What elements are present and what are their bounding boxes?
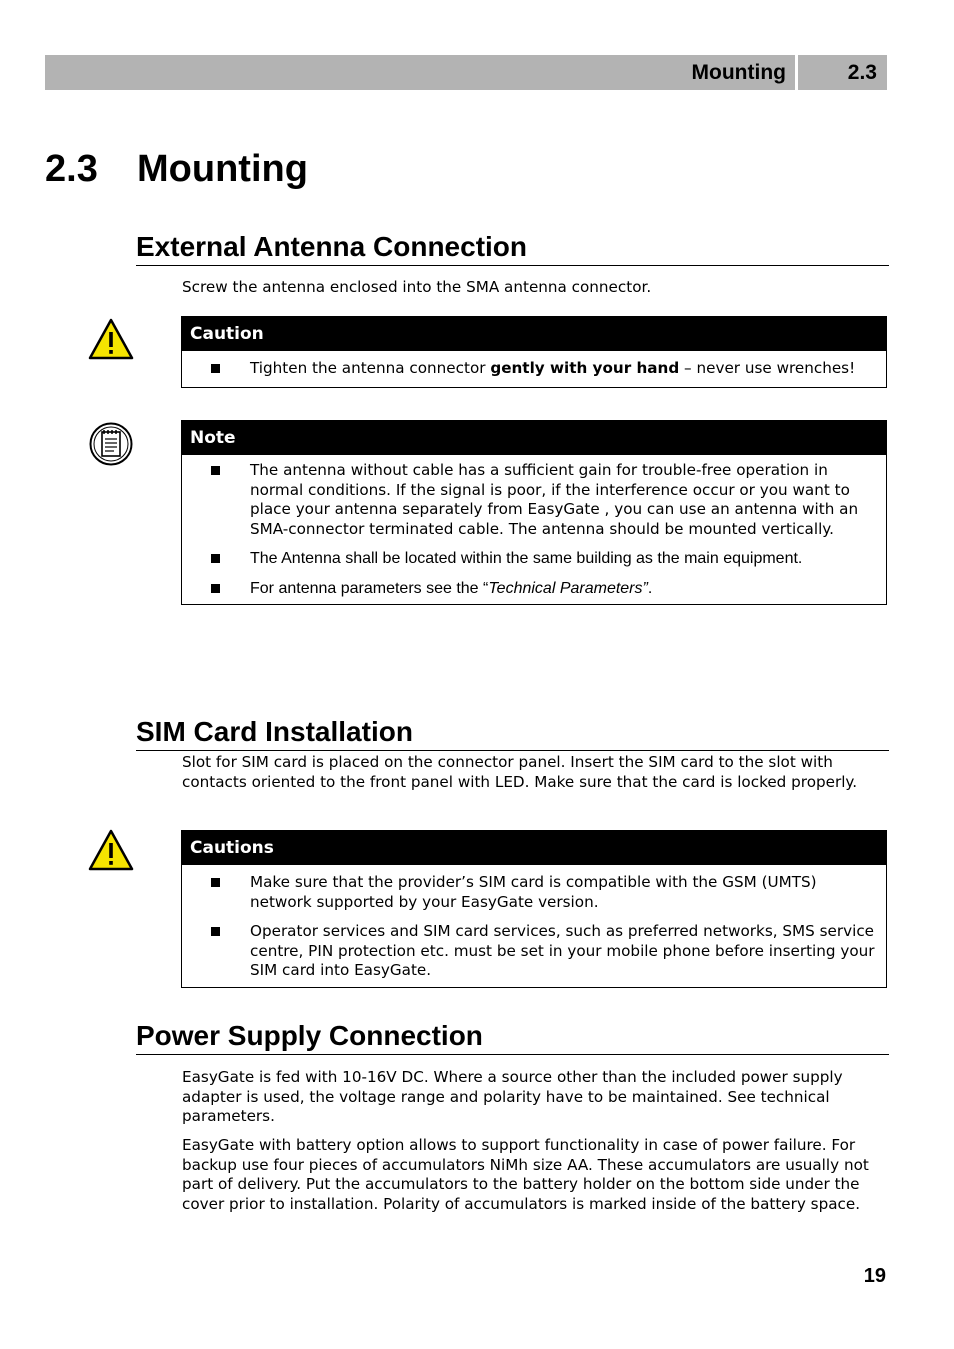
bullet-icon [211,364,220,373]
note-list [182,455,886,604]
caution-box [181,316,887,388]
bullet-icon [211,927,220,936]
cautions-heading: Cautions [182,831,886,865]
antenna-intro: Screw the antenna enclosed into the SMA antenna connector. [182,278,652,296]
bullet-icon [211,584,220,593]
section-heading-power: Power Supply Connection [136,1021,889,1055]
bullet-icon [211,554,220,563]
power-para-1: EasyGate is fed with 10-16V DC. Where a source other than the included power supply adapter is used, the voltage range and polarity have to be maintained. See technical parameters. [182,1068,843,1125]
list-item: The antenna without cable has a sufficient gain for trouble-free operation in normal conditions. If the signal is poor, if the interference occur or you want to place your antenna separately from EasyGate , you can use an antenna with an SMA-connector terminated cable. The antenna should be mounted vertically. [182,461,876,539]
page-number: 19 [863,1265,886,1287]
bullet-icon [211,466,220,475]
list-item: Make sure that the provider’s SIM card is compatible with the GSM (UMTS) network supported by your EasyGate version. [182,873,876,912]
list-item: Operator services and SIM card services, such as preferred networks, SMS service centre, PIN protection etc. must be set in your mobile phone before inserting your SIM card into EasyGate. [182,922,876,981]
cautions-list [182,865,886,987]
header-title: Mounting [45,55,795,90]
section-heading-sim: SIM Card Installation [136,717,889,751]
list-item: The Antenna shall be located within the same building as the main equipment. [182,549,876,569]
list-item: Tighten the antenna connector gently with your hand – never use wrenches! [182,359,876,379]
caution-list [182,351,886,387]
header-number: 2.3 [798,55,887,90]
chapter-name: Mounting [137,148,308,190]
bullet-icon [211,878,220,887]
note-box [181,420,887,605]
cautions-box [181,830,887,988]
running-header [45,55,887,90]
section-heading-antenna: External Antenna Connection [136,232,889,266]
power-para-2: EasyGate with battery option allows to support functionality in case of power failure. For backup use four pieces of accumulators NiMh size AA. These accumulators are usually not part of delivery. Put the accumulators to the battery holder on the bottom side under the cover prior to installation. Polarity of accumulators is marked inside of the battery space. [182,1136,869,1213]
chapter-number: 2.3 [45,148,98,190]
list-item: For antenna parameters see the “Technical Parameters”. [182,579,876,599]
warning-icon [88,828,134,874]
note-icon [88,421,134,467]
note-heading: Note [182,421,886,455]
caution-heading: Caution [182,317,886,351]
sim-intro: Slot for SIM card is placed on the connector panel. Insert the SIM card to the slot with contacts oriented to the front panel with LED. Make sure that the card is locked properly. [182,753,858,791]
warning-icon [88,317,134,363]
chapter-title [45,148,308,191]
